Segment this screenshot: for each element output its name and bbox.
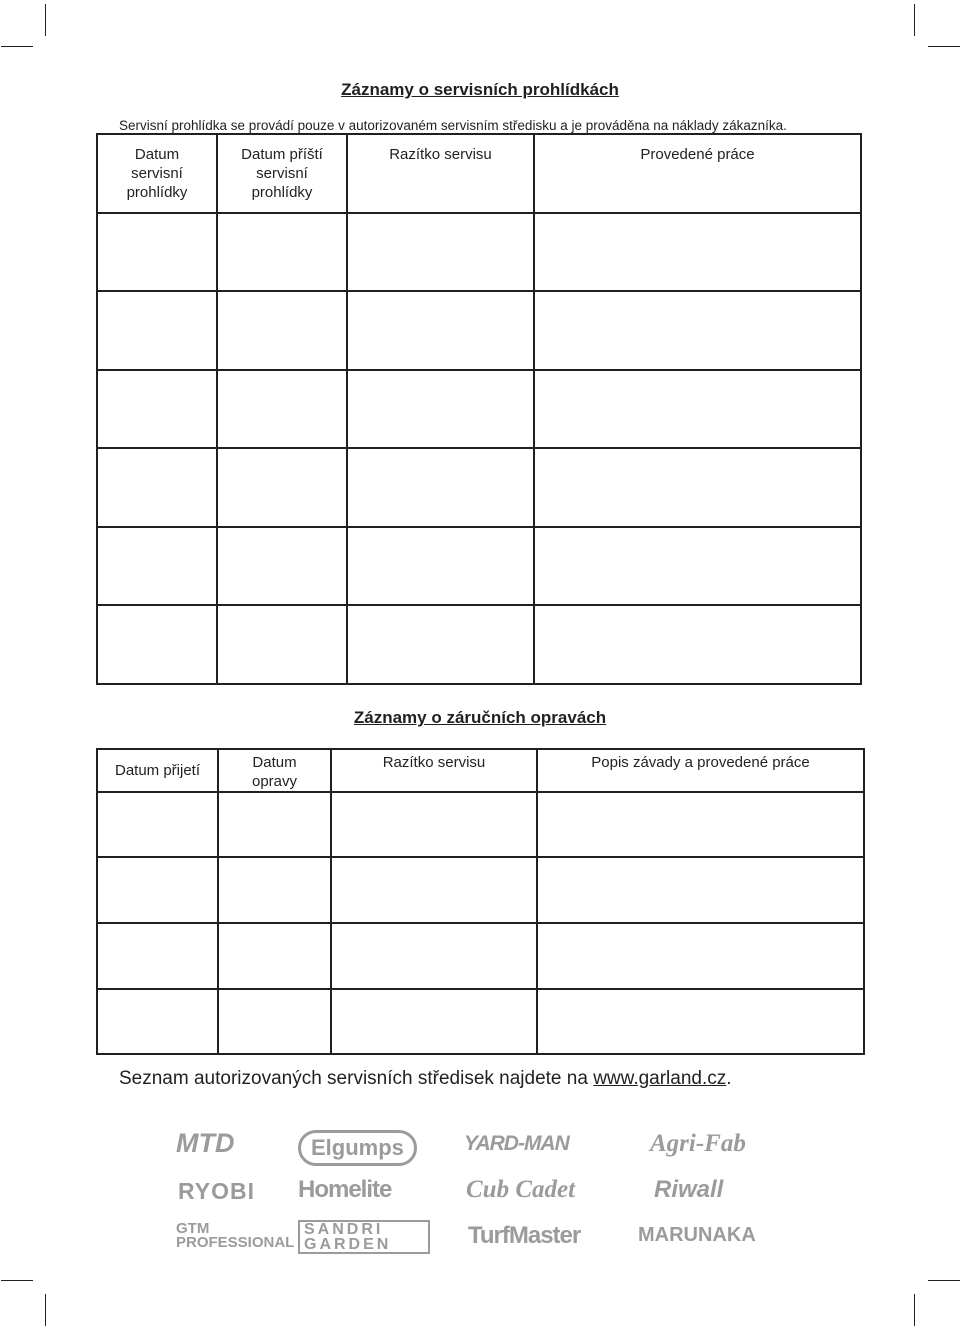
crop-mark <box>914 1294 915 1326</box>
table-row <box>97 857 864 923</box>
crop-mark <box>928 46 960 47</box>
garland-link[interactable]: www.garland.cz <box>593 1068 727 1089</box>
empty-cell[interactable] <box>347 370 534 448</box>
crop-mark <box>914 4 915 36</box>
empty-cell[interactable] <box>537 923 864 989</box>
column-header-fault-description: Popis závady a provedené práce <box>537 749 864 792</box>
logo-mtd: MTD <box>176 1128 235 1158</box>
empty-cell[interactable] <box>534 213 861 291</box>
table-row <box>97 989 864 1054</box>
empty-cell[interactable] <box>217 605 347 684</box>
empty-cell[interactable] <box>97 527 217 605</box>
logo-turfmaster: TurfMaster <box>468 1222 581 1249</box>
crop-mark <box>45 4 46 36</box>
empty-cell[interactable] <box>218 923 331 989</box>
empty-cell[interactable] <box>331 989 537 1054</box>
empty-cell[interactable] <box>537 792 864 857</box>
warranty-repairs-table <box>96 748 865 1055</box>
empty-cell[interactable] <box>217 370 347 448</box>
empty-cell[interactable] <box>97 370 217 448</box>
empty-cell[interactable] <box>97 448 217 527</box>
empty-cell[interactable] <box>97 792 218 857</box>
empty-cell[interactable] <box>331 923 537 989</box>
empty-cell[interactable] <box>534 291 861 370</box>
empty-cell[interactable] <box>97 923 218 989</box>
empty-cell[interactable] <box>218 989 331 1054</box>
empty-cell[interactable] <box>217 448 347 527</box>
column-header-stamp: Razítko servisu <box>347 134 534 213</box>
column-header-stamp: Razítko servisu <box>331 749 537 792</box>
service-intro-text: Servisní prohlídka se provádí pouze v autorizovaném servisním středisku a je prováděna na náklady zákazníka. <box>119 118 787 133</box>
empty-cell[interactable] <box>217 213 347 291</box>
logo-ryobi: RYOBI <box>178 1178 255 1204</box>
service-records-table <box>96 133 862 685</box>
crop-mark <box>45 1294 46 1326</box>
column-header-work-done: Provedené práce <box>534 134 861 213</box>
crop-mark <box>1 46 33 47</box>
empty-cell[interactable] <box>537 989 864 1054</box>
logo-agri-fab: Agri-Fab <box>650 1130 746 1157</box>
logo-gtm-professional: GTM PROFESSIONAL <box>176 1220 295 1251</box>
empty-cell[interactable] <box>347 605 534 684</box>
column-header-next-date: Datum příští servisní prohlídky <box>217 134 347 213</box>
empty-cell[interactable] <box>347 213 534 291</box>
table-row <box>97 213 861 291</box>
table-row <box>97 370 861 448</box>
empty-cell[interactable] <box>217 291 347 370</box>
empty-cell[interactable] <box>347 291 534 370</box>
logo-marunaka: MARUNAKA <box>638 1224 756 1246</box>
table-row <box>97 923 864 989</box>
empty-cell[interactable] <box>534 370 861 448</box>
service-centers-note: Seznam autorizovaných servisních středisek najdete na www.garland.cz. <box>119 1068 732 1089</box>
empty-cell[interactable] <box>97 291 217 370</box>
crop-mark <box>928 1280 960 1281</box>
empty-cell[interactable] <box>217 527 347 605</box>
empty-cell[interactable] <box>97 213 217 291</box>
empty-cell[interactable] <box>331 857 537 923</box>
empty-cell[interactable] <box>97 989 218 1054</box>
logo-yard-man: YARD-MAN <box>464 1132 569 1155</box>
empty-cell[interactable] <box>97 857 218 923</box>
brand-logos <box>170 1118 790 1258</box>
empty-cell[interactable] <box>97 605 217 684</box>
empty-cell[interactable] <box>537 857 864 923</box>
service-records-title: Záznamy o servisních prohlídkách <box>341 80 619 99</box>
logo-sandri-garden: SANDRI GARDEN <box>298 1220 430 1254</box>
table-row <box>97 527 861 605</box>
empty-cell[interactable] <box>534 527 861 605</box>
empty-cell[interactable] <box>347 448 534 527</box>
empty-cell[interactable] <box>218 857 331 923</box>
logo-cub-cadet: Cub Cadet <box>466 1176 576 1203</box>
column-header-date: Datum servisní prohlídky <box>97 134 217 213</box>
warranty-repairs-title: Záznamy o záručních opravách <box>353 708 607 727</box>
empty-cell[interactable] <box>331 792 537 857</box>
empty-cell[interactable] <box>534 605 861 684</box>
table-row <box>97 291 861 370</box>
table-row <box>97 448 861 527</box>
empty-cell[interactable] <box>534 448 861 527</box>
empty-cell[interactable] <box>218 792 331 857</box>
logo-homelite: Homelite <box>298 1176 392 1203</box>
column-header-received-date: Datum přijetí <box>97 749 218 792</box>
table-row <box>97 605 861 684</box>
column-header-repair-date: Datum opravy <box>218 749 331 792</box>
logo-elgumps: Elgumps <box>298 1130 417 1166</box>
crop-mark <box>1 1280 33 1281</box>
table-row <box>97 792 864 857</box>
empty-cell[interactable] <box>347 527 534 605</box>
logo-riwall: Riwall <box>654 1176 724 1203</box>
